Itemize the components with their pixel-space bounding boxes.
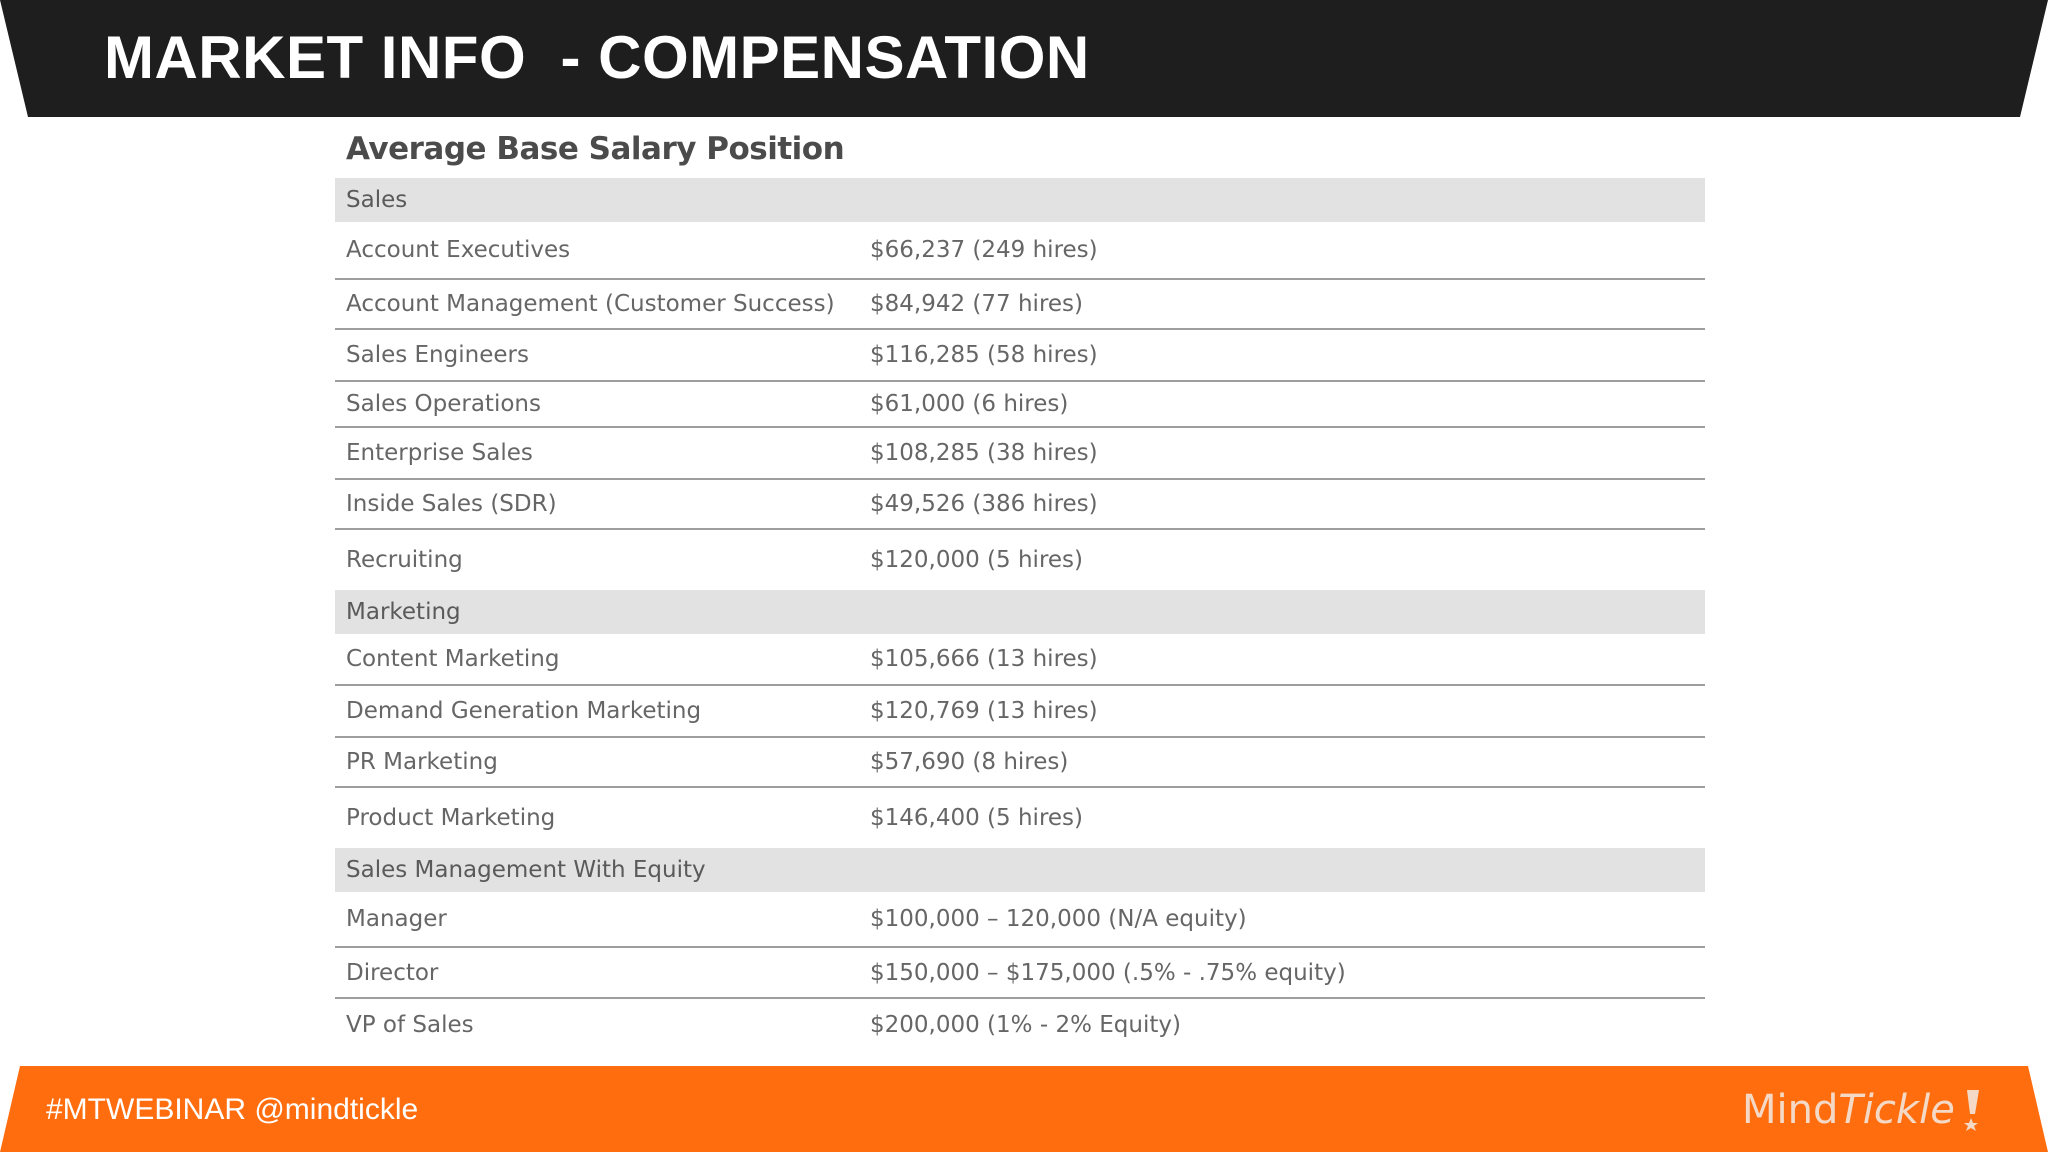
- salary-value: $66,237 (249 hires): [870, 237, 1098, 263]
- mindtickle-logo: [1742, 1082, 1983, 1138]
- position-label: Demand Generation Marketing: [346, 698, 702, 724]
- section-header-marketing: Marketing: [335, 590, 1705, 634]
- table-title: Average Base Salary Position: [346, 131, 845, 167]
- salary-value: $150,000 – $175,000 (.5% - .75% equity): [870, 959, 1346, 986]
- table-row: [335, 634, 1705, 686]
- table-row: [335, 330, 1705, 382]
- position-label: VP of Sales: [346, 1012, 474, 1038]
- position-label: Recruiting: [346, 547, 463, 573]
- slide-title: MARKET INFO - COMPENSATION: [104, 24, 1090, 91]
- position-label: Sales Operations: [346, 391, 541, 417]
- salary-value: $105,666 (13 hires): [870, 646, 1098, 672]
- table-row: [335, 686, 1705, 738]
- position-label: PR Marketing: [346, 749, 498, 775]
- logo-text-tickle: Tickle: [1838, 1087, 1955, 1133]
- position-label: Enterprise Sales: [346, 440, 533, 466]
- footer-hashtag: #MTWEBINAR @mindtickle: [46, 1093, 419, 1126]
- salary-value: $49,526 (386 hires): [870, 491, 1098, 517]
- position-label: Account Executives: [346, 237, 571, 263]
- table-row: [335, 428, 1705, 480]
- salary-value: $120,769 (13 hires): [870, 698, 1098, 724]
- table-row: [335, 480, 1705, 530]
- table-row: [335, 530, 1705, 590]
- position-label: Sales Engineers: [346, 342, 529, 368]
- table-row: [335, 222, 1705, 280]
- position-label: Manager: [346, 906, 447, 932]
- salary-value: $116,285 (58 hires): [870, 342, 1098, 368]
- logo-text-mind: Mind: [1742, 1087, 1839, 1133]
- salary-value: $57,690 (8 hires): [870, 749, 1069, 775]
- salary-value: $61,000 (6 hires): [870, 391, 1069, 417]
- salary-value: $120,000 (5 hires): [870, 547, 1083, 573]
- salary-value: $84,942 (77 hires): [870, 291, 1083, 317]
- position-label: Inside Sales (SDR): [346, 491, 557, 517]
- table-row: [335, 948, 1705, 999]
- position-label: Account Management (Customer Success): [346, 291, 835, 317]
- position-label: Director: [346, 959, 439, 986]
- salary-table: [335, 120, 1705, 1051]
- exclamation-star-icon: [1959, 1088, 1983, 1132]
- table-row: [335, 738, 1705, 788]
- table-row: [335, 892, 1705, 948]
- table-row: [335, 382, 1705, 428]
- salary-value: $146,400 (5 hires): [870, 805, 1083, 831]
- section-header-sales-management: Sales Management With Equity: [335, 848, 1705, 892]
- position-label: Product Marketing: [346, 805, 556, 831]
- table-row: [335, 788, 1705, 848]
- salary-value: $200,000 (1% - 2% Equity): [870, 1012, 1181, 1038]
- table-row: [335, 999, 1705, 1051]
- table-row: [335, 280, 1705, 330]
- section-header-sales: Sales: [335, 178, 1705, 222]
- salary-value: $108,285 (38 hires): [870, 440, 1098, 466]
- salary-value: $100,000 – 120,000 (N/A equity): [870, 906, 1247, 932]
- position-label: Content Marketing: [346, 646, 560, 672]
